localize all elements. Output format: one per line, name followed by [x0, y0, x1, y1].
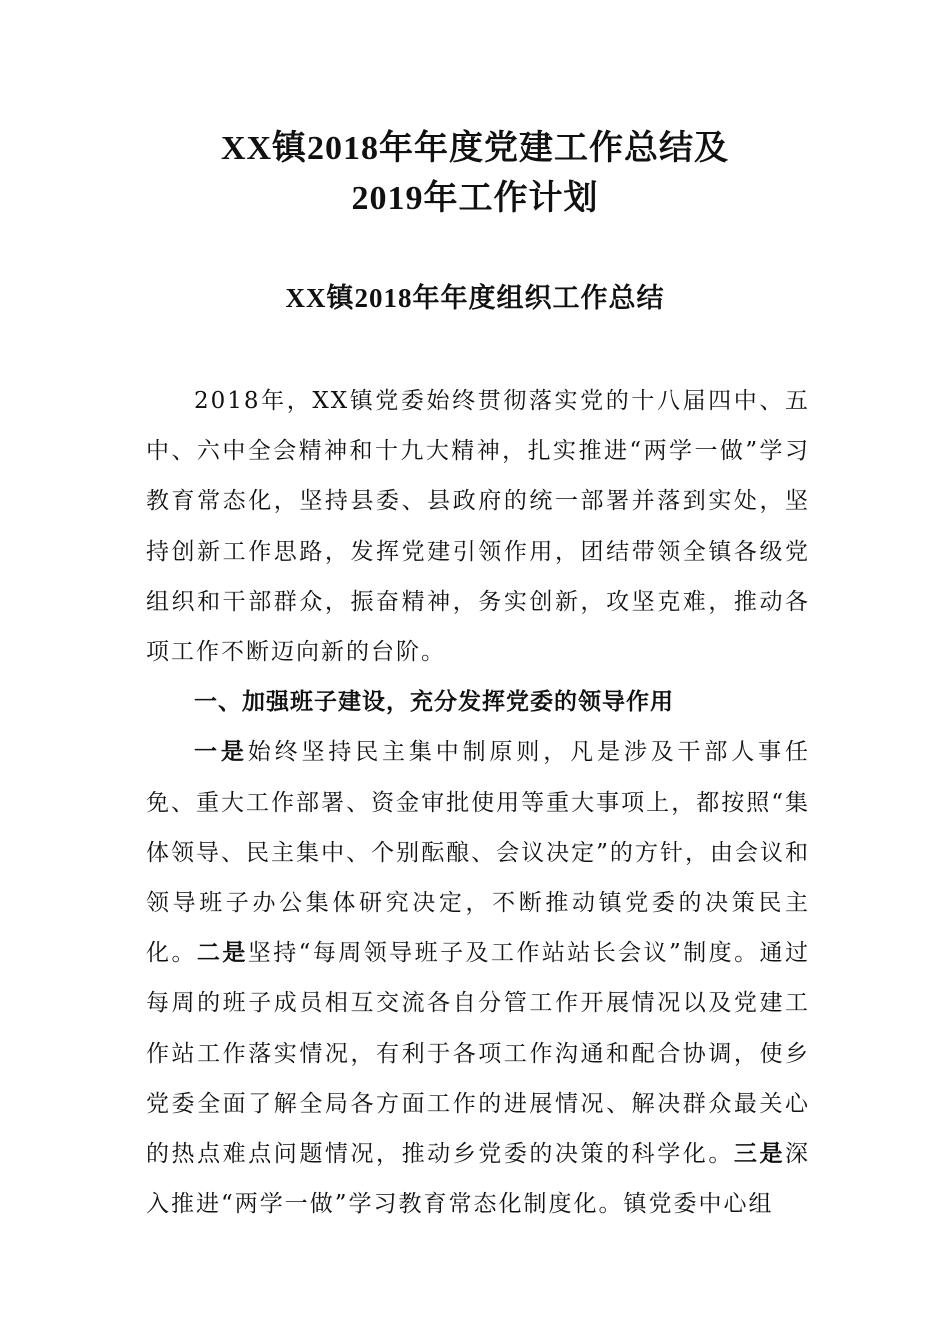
point-text-2: 坚持“每周领导班子及工作站站长会议”制度。通过每周的班子成员相互交流各自分管工作开展情况以及党建工作站工作落实情况，有利于各项工作沟通和配合协调，使乡党委全面了解全局各方面工作的进展情况、解决群众最关心的热点难点问题情况，推动乡党委的决策的科学化。 — [146, 940, 811, 1168]
point-text-3: 深入推进“两学一做”学习教育常态化制度化。镇党委中心组 — [146, 1141, 811, 1218]
point-text-1: 始终坚持民主集中制原则，凡是涉及干部人事任免、重大工作部署、资金审批使用等重大事项上，都按照“集体领导、民主集中、个别酝酿、会议决定”的方针，由会议和领导班子办公集体研究决定，不断推动镇党委的决策民主化。 — [146, 739, 811, 967]
point-lead-3: 三是 — [733, 1141, 786, 1168]
document-title-line-2: 2019年工作计划 — [351, 180, 599, 217]
intro-paragraph: 2018年，XX镇党委始终贯彻落实党的十八届四中、五中、六中全会精神和十九大精神，扎实推进“两学一做”学习教育常态化，坚持县委、县政府的统一部署并落到实处，坚持创新工作思路，发挥党建引领作用，团结带领全镇各级党组织和干部群众，振奋精神，务实创新，攻坚克难，推动各项工作不断迈向新的台阶。 — [146, 388, 810, 666]
section-paragraph — [146, 727, 810, 1229]
point-lead-1: 一是 — [194, 739, 248, 766]
document-body — [146, 376, 810, 1229]
document-title-line-1: XX镇2018年年度党建工作总结及 — [220, 130, 730, 167]
section-heading: 一、加强班子建设，充分发挥党委的领导作用 — [194, 689, 674, 716]
document-subtitle: XX镇2018年年度组织工作总结 — [285, 283, 665, 313]
point-lead-2: 二是 — [196, 940, 248, 967]
